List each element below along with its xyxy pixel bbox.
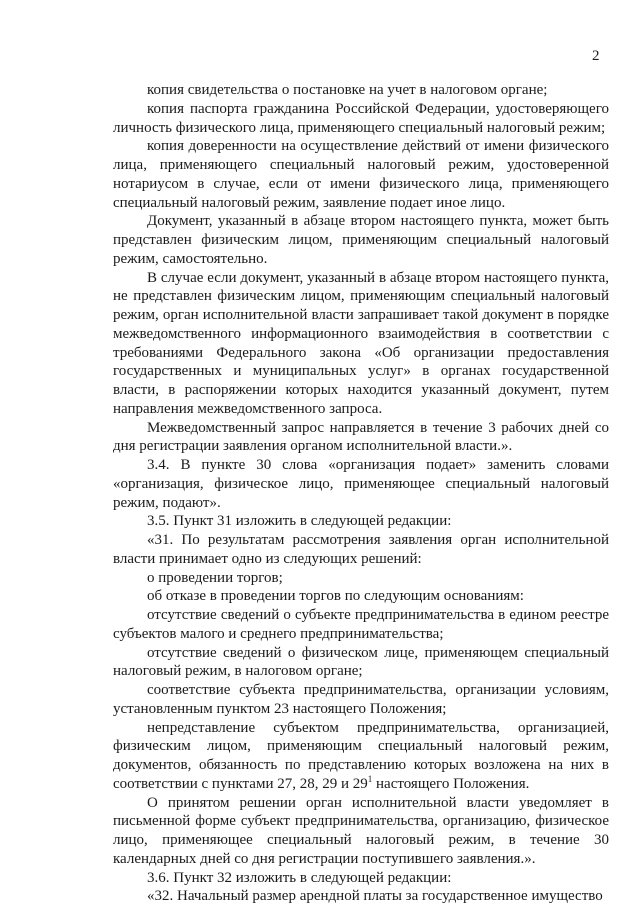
paragraph: соответствие субъекта предпринимательства, организации условиям, установленным пунктом 23 настоящего Положения; <box>113 682 609 717</box>
footnote-superscript: 1 <box>367 773 373 784</box>
paragraph: 3.5. Пункт 31 изложить в следующей редакции: <box>147 513 452 530</box>
paragraph: о проведении торгов; <box>147 569 283 586</box>
paragraph: Документ, указанный в абзаце втором настоящего пункта, может быть представлен физическим лицом, применяющим специальный налоговый режим, самостоятельно. <box>113 213 609 267</box>
paragraph: Межведомственный запрос направляется в течение 3 рабочих дней со дня регистрации заявления органом исполнительной власти.». <box>113 419 609 455</box>
paragraph-tail: настоящего Положения. <box>372 775 530 792</box>
paragraph: 3.6. Пункт 32 изложить в следующей редакции: <box>147 869 452 886</box>
paragraph: отсутствие сведений о физическом лице, применяющем специальный налоговый режим, в налоговом органе; <box>113 644 609 680</box>
page-number: 2 <box>592 48 600 64</box>
paragraph: об отказе в проведении торгов по следующим основаниям: <box>147 588 524 605</box>
paragraph: копия доверенности на осуществление действий от имени физического лица, применяющего специальный налоговый режим, удостоверенной нотариусом в случае, если от имени физического лица, применяющего специальный налоговый режим, заявление подает иное лицо. <box>113 138 609 211</box>
paragraph: 3.4. В пункте 30 слова «организация подает» заменить словами «организация, физическое лицо, применяющее специальный налоговый режим, подают». <box>113 457 609 511</box>
paragraph: отсутствие сведений о субъекте предпринимательства в едином реестре субъектов малого и среднего предпринимательства; <box>113 607 609 642</box>
paragraph: «31. По результатам рассмотрения заявления орган исполнительной власти принимает одно из следующих решений: <box>113 532 609 567</box>
document-body <box>113 81 609 906</box>
paragraph: копия паспорта гражданина Российской Федерации, удостоверяющего личность физического лица, применяющего специальный налоговый режим; <box>113 100 609 136</box>
paragraph: «32. Начальный размер арендной платы за государственное имущество <box>147 888 603 905</box>
paragraph: О принятом решении орган исполнительной власти уведомляет в письменной форме субъект предпринимательства, организацию, физическое лицо, применяющее специальный налоговый режим, в течение 30 календарных дней со дня регистрации поступившего заявления.». <box>113 794 609 867</box>
paragraph: копия свидетельства о постановке на учет в налоговом органе; <box>147 82 548 98</box>
paragraph-with-footnote <box>113 719 609 794</box>
paragraph: В случае если документ, указанный в абзаце втором настоящего пункта, не представлен физическим лицом, применяющим специальный налоговый режим, орган исполнительной власти запрашивает такой документ в порядке межведомственного информационного взаимодействия в соответствии с требованиями Федерального закона «Об организации предоставления государственных и муниципальных услуг» в органах государственной власти, в распоряжении которых находится указанный документ, путем направления межведомственного запроса. <box>113 269 609 417</box>
paragraph-text: непредставление субъектом предпринимательства, организацией, физическим лицом, применяющим специальный налоговый режим, документов, обязанность по представлению которых возложена на них в соответствии с пунктами 27, 28, 29 и 29 <box>113 719 609 792</box>
